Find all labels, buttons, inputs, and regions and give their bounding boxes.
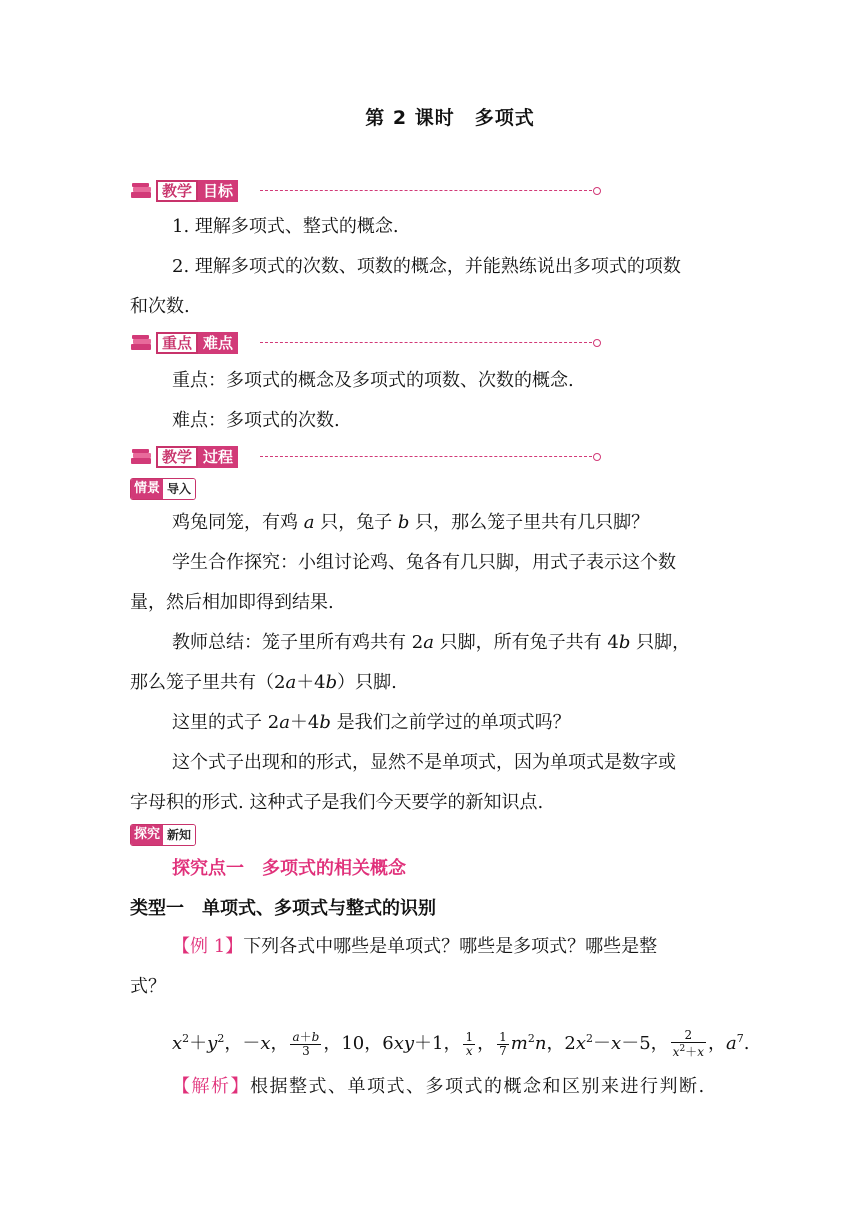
- section-tag-left: 教学: [156, 446, 198, 468]
- tag-explore: [130, 824, 196, 846]
- intro-explanation: 这个式子出现和的形式，显然不是单项式，因为单项式是数字或: [172, 752, 676, 773]
- section-tag-right: 过程: [198, 446, 238, 468]
- divider-end-dot: [593, 187, 601, 195]
- intro-question-2: 这里的式子 2a＋4b 是我们之前学过的单项式吗？: [172, 712, 571, 733]
- tag-explore-right: 新知: [163, 825, 195, 845]
- books-icon: [130, 334, 154, 352]
- books-icon: [130, 182, 154, 200]
- intro-summary: 教师总结：笼子里所有鸡共有 2a 只脚，所有兔子共有 4b 只脚，: [172, 632, 691, 653]
- section-header-keypoints: [130, 332, 490, 354]
- section-header-process: [130, 446, 490, 468]
- page-title: 第 2 课时 多项式: [365, 107, 535, 129]
- example-line: 【例 1】下列各式中哪些是单项式？哪些是多项式？哪些是整: [172, 936, 658, 957]
- tag-intro: [130, 478, 196, 500]
- objective-item: 2. 理解多项式的次数、项数的概念，并能熟练说出多项式的项数: [172, 256, 681, 277]
- tag-intro-left: 情景: [131, 479, 163, 499]
- section-tag-left: 教学: [156, 180, 198, 202]
- intro-summary-continued: 那么笼子里共有（2a＋4b）只脚.: [130, 672, 397, 693]
- objective-item-continued: 和次数.: [130, 296, 190, 317]
- intro-paragraph-continued: 量，然后相加即得到结果.: [130, 592, 334, 613]
- divider-end-dot: [593, 453, 601, 461]
- explore-point-heading: 探究点一 多项式的相关概念: [172, 858, 406, 879]
- section-tag-right: 目标: [198, 180, 238, 202]
- example-line-continued: 式？: [130, 976, 166, 997]
- dashed-divider: [260, 190, 592, 191]
- type-heading: 类型一 单项式、多项式与整式的识别: [130, 898, 436, 919]
- intro-paragraph: 学生合作探究：小组讨论鸡、兔各有几只脚，用式子表示这个数: [172, 552, 676, 573]
- objective-item: 1. 理解多项式、整式的概念.: [172, 216, 399, 237]
- section-tag-right: 难点: [198, 332, 238, 354]
- books-icon: [130, 448, 154, 466]
- keypoint-item: 重点：多项式的概念及多项式的项数、次数的概念.: [172, 370, 574, 391]
- dashed-divider: [260, 342, 592, 343]
- expression-list: $x^2+y^2$，－x， $\frac{a+b}{3}$ ，10，6xy＋1， $\frac{1}{x}$ ， $\frac{1}{7}$ $m^2n$，$2x^2-x-5$， $\frac{2}{x^2+x}$ ，$a^7$.: [172, 1028, 750, 1059]
- example-label: 【例 1】: [172, 936, 244, 957]
- tag-intro-right: 导入: [163, 479, 195, 499]
- intro-question: 鸡兔同笼，有鸡 a 只，兔子 b 只，那么笼子里共有几只脚？: [172, 512, 650, 533]
- divider-end-dot: [593, 339, 601, 347]
- tag-explore-left: 探究: [131, 825, 163, 845]
- keypoint-item: 难点：多项式的次数.: [172, 410, 340, 431]
- dashed-divider: [260, 456, 592, 457]
- section-tag-left: 重点: [156, 332, 198, 354]
- analysis-line: 【解析】根据整式、单项式、多项式的概念和区别来进行判断.: [172, 1076, 706, 1097]
- section-header-objectives: [130, 180, 490, 202]
- intro-explanation-continued: 字母积的形式. 这种式子是我们今天要学的新知识点.: [130, 792, 544, 813]
- analysis-label: 【解析】: [172, 1076, 250, 1097]
